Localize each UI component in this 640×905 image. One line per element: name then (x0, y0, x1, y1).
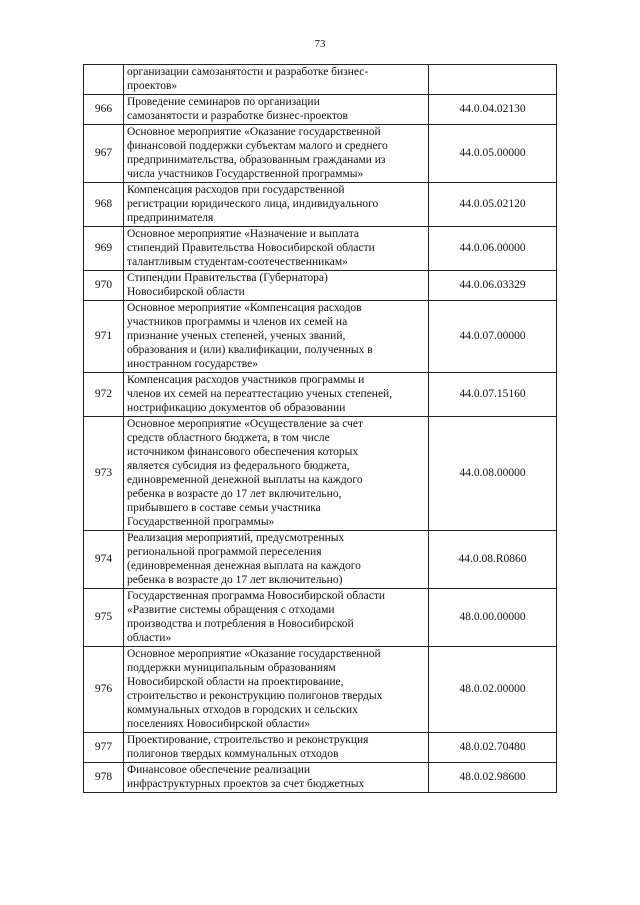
row-code: 48.0.02.98600 (429, 763, 557, 793)
description-line: Основное мероприятие «Осуществление за счет (127, 418, 364, 430)
description-line: членов их семей на переаттестацию ученых степеней, (127, 388, 393, 400)
description-line: числа участников Государственной программы» (127, 168, 364, 180)
description-line: является субсидия из федерального бюджета, (127, 460, 350, 472)
row-description (124, 301, 429, 373)
page-number: 73 (314, 38, 326, 50)
table-row (84, 183, 557, 227)
row-number: 977 (84, 733, 124, 763)
budget-classification-table (83, 64, 557, 793)
description-line: Новосибирской области (127, 286, 245, 298)
row-number: 969 (84, 227, 124, 271)
row-number: 978 (84, 763, 124, 793)
description-line: Основное мероприятие «Назначение и выплата (127, 228, 359, 240)
description-line: производства и потребления в Новосибирской (127, 618, 354, 630)
row-number: 973 (84, 417, 124, 531)
description-line: Реализация мероприятий, предусмотренных (127, 532, 345, 544)
row-description (124, 125, 429, 183)
row-description (124, 733, 429, 763)
description-line: иностранном государстве» (127, 358, 258, 370)
row-code: 44.0.07.00000 (429, 301, 557, 373)
description-line: Стипендии Правительства (Губернатора) (127, 272, 328, 284)
row-description (124, 227, 429, 271)
description-line: ребенка в возрасте до 17 лет включительно) (127, 574, 343, 586)
description-line: проектов» (127, 80, 178, 92)
row-number: 970 (84, 271, 124, 301)
row-code: 48.0.02.70480 (429, 733, 557, 763)
description-line: образования и (или) квалификации, полученных в (127, 344, 373, 356)
description-line: ребенка в возрасте до 17 лет включительно, (127, 488, 342, 500)
description-line: области» (127, 632, 172, 644)
row-number: 966 (84, 95, 124, 125)
row-code: 48.0.02.00000 (429, 647, 557, 733)
description-line: поселениях Новосибирской области» (127, 718, 311, 730)
table-row (84, 95, 557, 125)
description-line: талантливым студентам-соотечественникам» (127, 256, 348, 268)
row-code: 48.0.00.00000 (429, 589, 557, 647)
table-row (84, 531, 557, 589)
row-description (124, 65, 429, 95)
row-code: 44.0.06.00000 (429, 227, 557, 271)
row-description (124, 183, 429, 227)
table-row (84, 373, 557, 417)
description-line: «Развитие системы обращения с отходами (127, 604, 335, 616)
row-number: 976 (84, 647, 124, 733)
row-description (124, 647, 429, 733)
row-number: 975 (84, 589, 124, 647)
table-row (84, 125, 557, 183)
description-line: строительство и реконструкцию полигонов твердых (127, 690, 383, 702)
description-line: Государственной программы» (127, 516, 275, 528)
description-line: признание ученых степеней, ученых званий, (127, 330, 346, 342)
row-description (124, 373, 429, 417)
description-line: коммунальных отходов в городских и сельских (127, 704, 358, 716)
description-line: нострификацию документов об образовании (127, 402, 346, 414)
description-line: единовременной денежной выплаты на каждого (127, 474, 363, 486)
description-line: регистрации юридического лица, индивидуального (127, 198, 379, 210)
description-line: Основное мероприятие «Оказание государственной (127, 648, 381, 660)
description-line: Проектирование, строительство и реконструкция (127, 734, 369, 746)
row-code: 44.0.06.03329 (429, 271, 557, 301)
row-description (124, 531, 429, 589)
table-row (84, 763, 557, 793)
row-number: 968 (84, 183, 124, 227)
row-number (84, 65, 124, 95)
description-line: (единовременная денежная выплата на каждого (127, 560, 361, 572)
table-body (84, 65, 557, 793)
description-line: предпринимателя (127, 212, 214, 224)
row-code: 44.0.05.00000 (429, 125, 557, 183)
row-number: 967 (84, 125, 124, 183)
description-line: самозанятости и разработке бизнес-проектов (127, 110, 348, 122)
description-line: Основное мероприятие «Оказание государственной (127, 126, 381, 138)
row-code: 44.0.08.R0860 (429, 531, 557, 589)
row-number: 971 (84, 301, 124, 373)
description-line: полигонов твердых коммунальных отходов (127, 748, 339, 760)
table-row (84, 647, 557, 733)
table-row (84, 589, 557, 647)
row-code: 44.0.05.02120 (429, 183, 557, 227)
description-line: источником финансового обеспечения которых (127, 446, 359, 458)
description-line: Проведение семинаров по организации (127, 96, 320, 108)
description-line: Новосибирской области на проектирование, (127, 676, 344, 688)
description-line: инфраструктурных проектов за счет бюджетных (127, 778, 365, 790)
row-description (124, 95, 429, 125)
description-line: Компенсация расходов при государственной (127, 184, 345, 196)
description-line: предпринимательства, образованным гражданами из (127, 154, 386, 166)
row-code: 44.0.08.00000 (429, 417, 557, 531)
table-row (84, 227, 557, 271)
description-line: участников программы и членов их семей на (127, 316, 348, 328)
row-code: 44.0.07.15160 (429, 373, 557, 417)
row-description (124, 589, 429, 647)
row-description (124, 271, 429, 301)
description-line: организации самозанятости и разработке бизнес- (127, 66, 369, 78)
description-line: региональной программой переселения (127, 546, 322, 558)
description-line: Компенсация расходов участников программы и (127, 374, 365, 386)
description-line: стипендий Правительства Новосибирской области (127, 242, 375, 254)
description-line: Государственная программа Новосибирской области (127, 590, 385, 602)
row-number: 972 (84, 373, 124, 417)
description-line: финансовой поддержки субъектам малого и среднего (127, 140, 388, 152)
row-code (429, 65, 557, 95)
row-description (124, 417, 429, 531)
table-row (84, 65, 557, 95)
table-row (84, 301, 557, 373)
description-line: поддержки муниципальным образованиям (127, 662, 336, 674)
table-row (84, 733, 557, 763)
description-line: Финансовое обеспечение реализации (127, 764, 311, 776)
description-line: Основное мероприятие «Компенсация расходов (127, 302, 362, 314)
table-row (84, 417, 557, 531)
row-description (124, 763, 429, 793)
row-code: 44.0.04.02130 (429, 95, 557, 125)
description-line: средств областного бюджета, в том числе (127, 432, 330, 444)
description-line: прибывшего в составе семьи участника (127, 502, 321, 514)
table-row (84, 271, 557, 301)
row-number: 974 (84, 531, 124, 589)
